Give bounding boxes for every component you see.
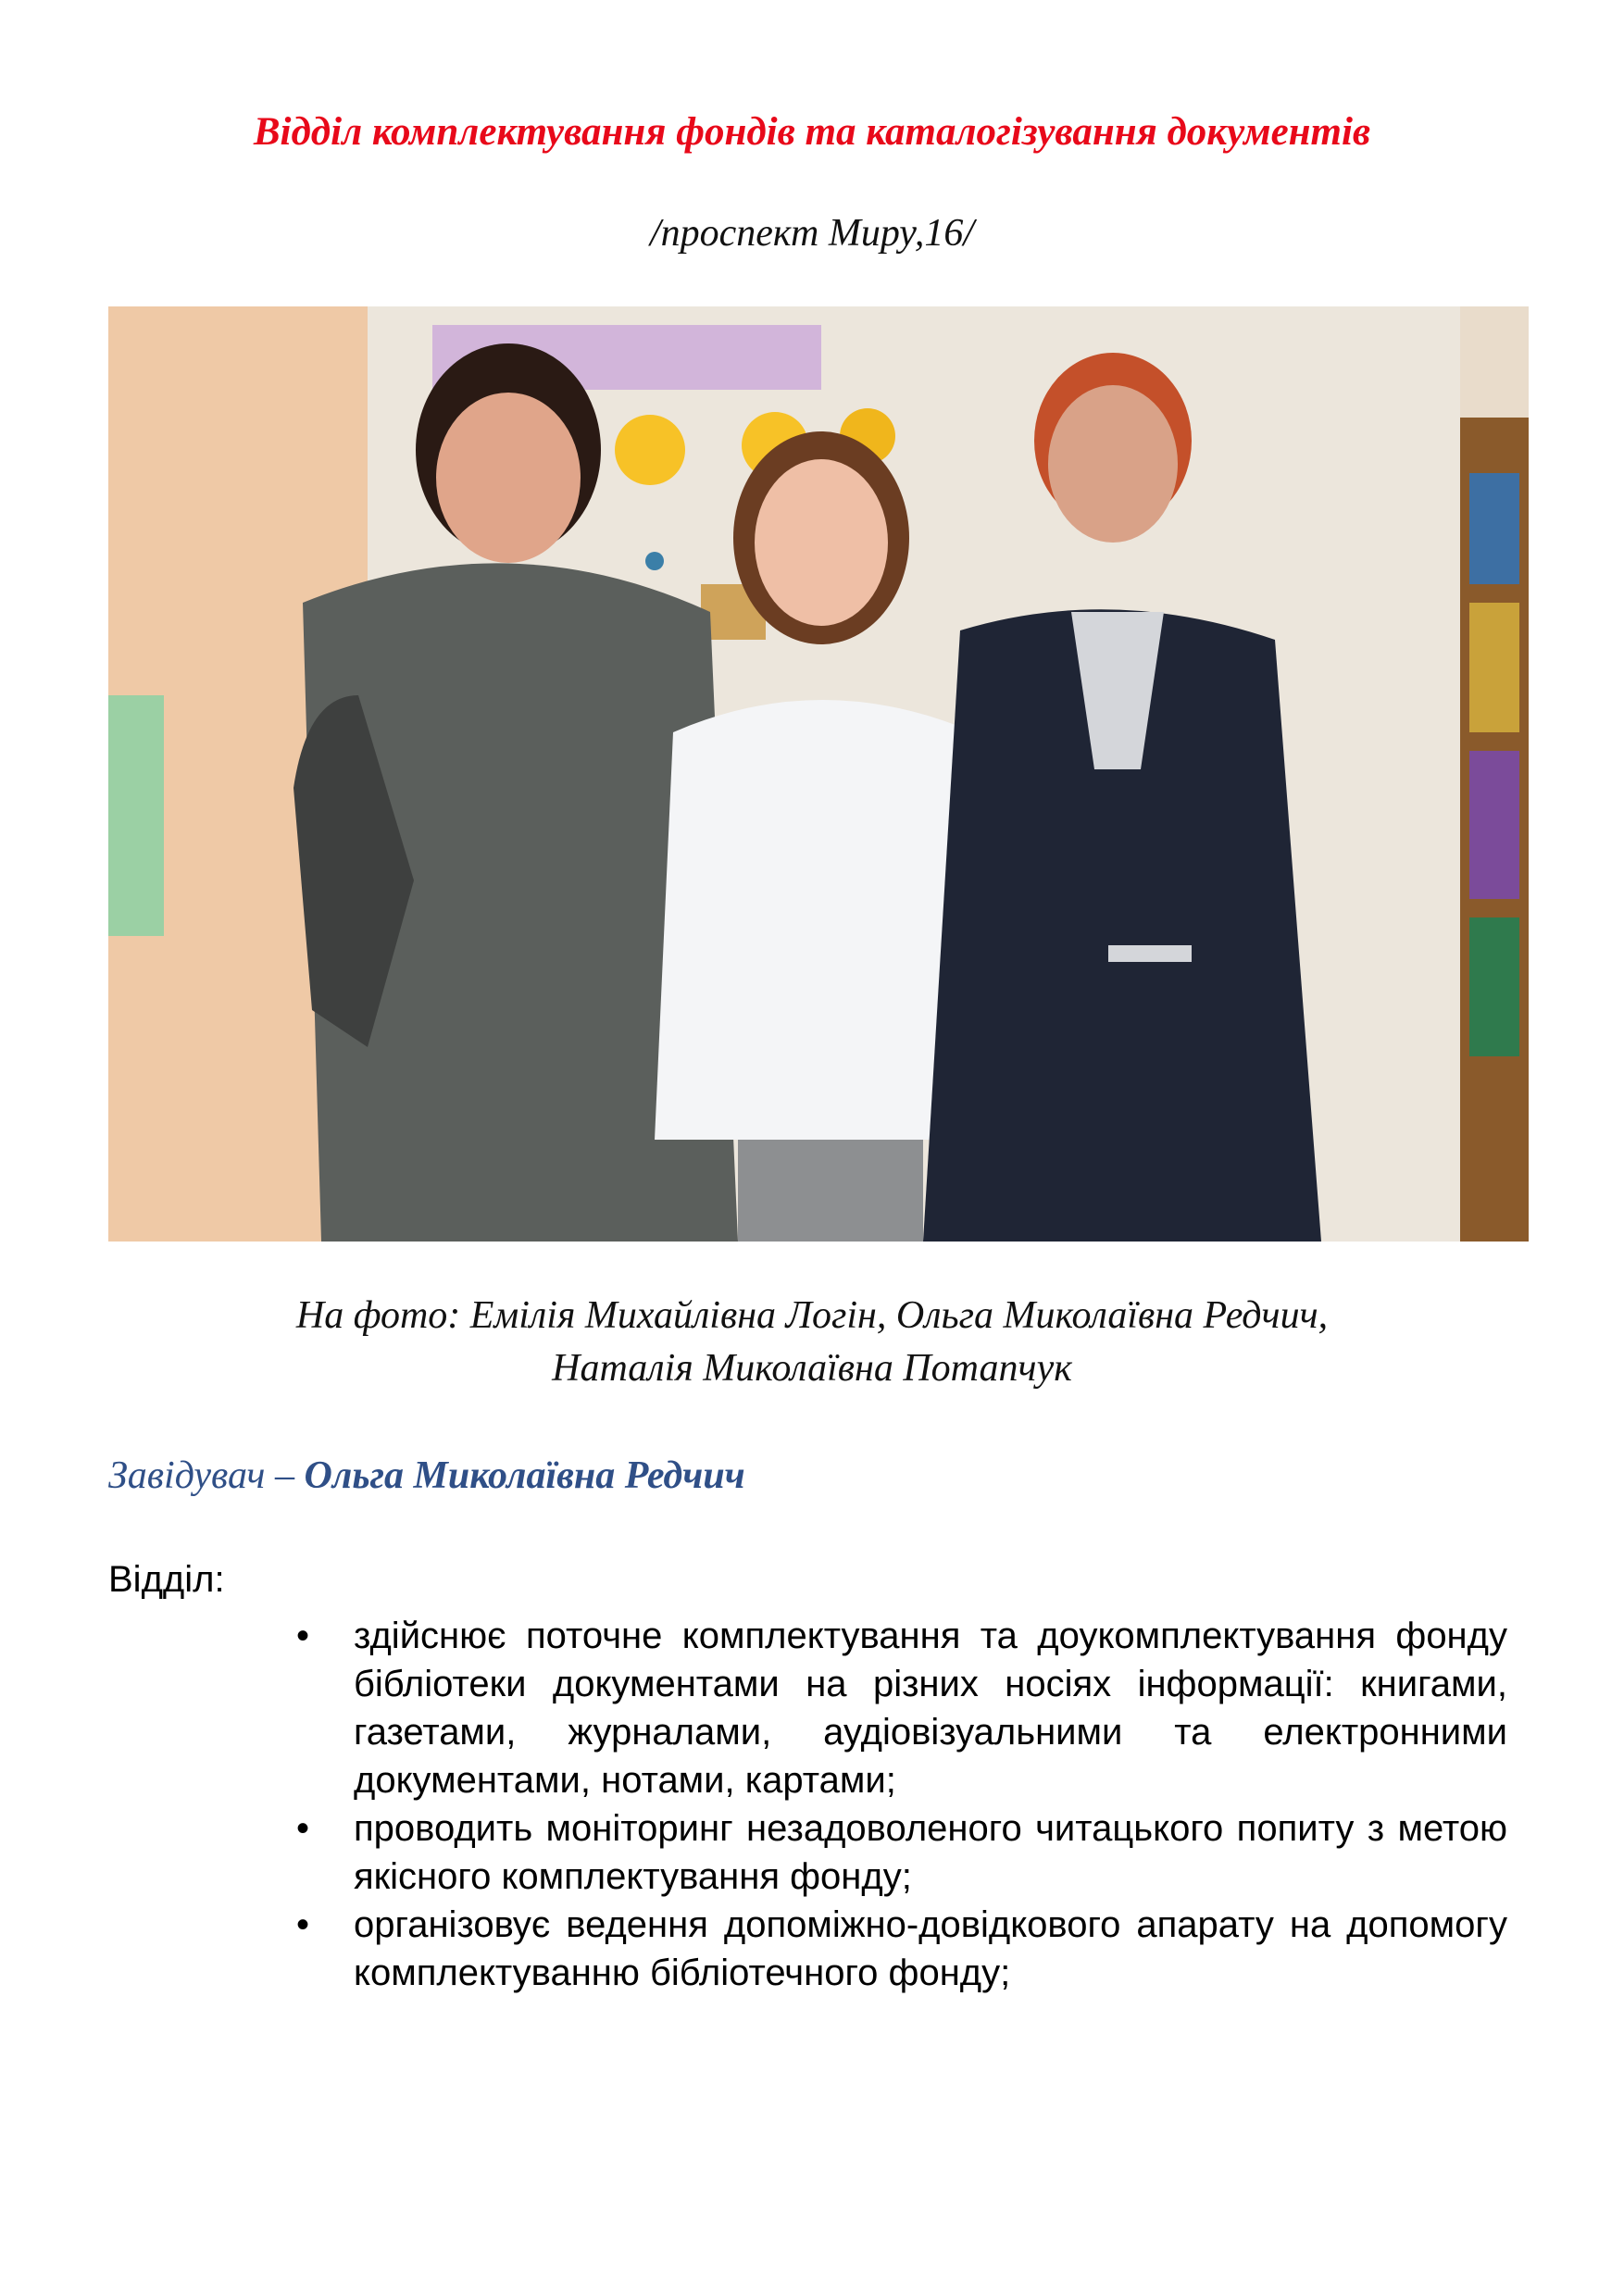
list-item [289,1804,1507,1901]
bullet-icon: • [295,1808,309,1849]
list-item [289,1612,1507,1804]
head-name: Ольга Миколаївна Редчич [304,1454,745,1497]
address: /проспект Миру,16/ [649,212,975,255]
list-item [289,1901,1507,1997]
staff-photo [108,306,1529,1242]
department-label: Відділ: [108,1559,225,1600]
photo-caption-line2: Наталія Миколаївна Потапчук [552,1347,1072,1390]
head-label: Завідувач – [108,1454,305,1497]
duties-list [289,1612,1507,1997]
photo-caption-line1: На фото: Емілія Михайлівна Логін, Ольга Миколаївна Редчич, [295,1294,1329,1337]
list-item-text: проводить моніторинг незадоволеного читацького попиту з метою якісного комплектування фонду; [354,1808,1507,1897]
head-of-department [108,1454,745,1498]
list-item-text: здійснює поточне комплектування та доукомплектування фонду бібліотеки документами на різних носіях інформації: книгами, газетами, журналами, аудіовізуальними та електронними документами, нотами, картами; [354,1616,1507,1801]
bullet-icon: • [295,1616,309,1656]
page-title: Відділ комплектування фондів та каталогізування документів [253,110,1371,154]
bullet-icon: • [295,1904,309,1945]
list-item-text: організовує ведення допоміжно-довідкового апарату на допомогу комплектуванню бібліотечного фонду; [354,1904,1507,1993]
